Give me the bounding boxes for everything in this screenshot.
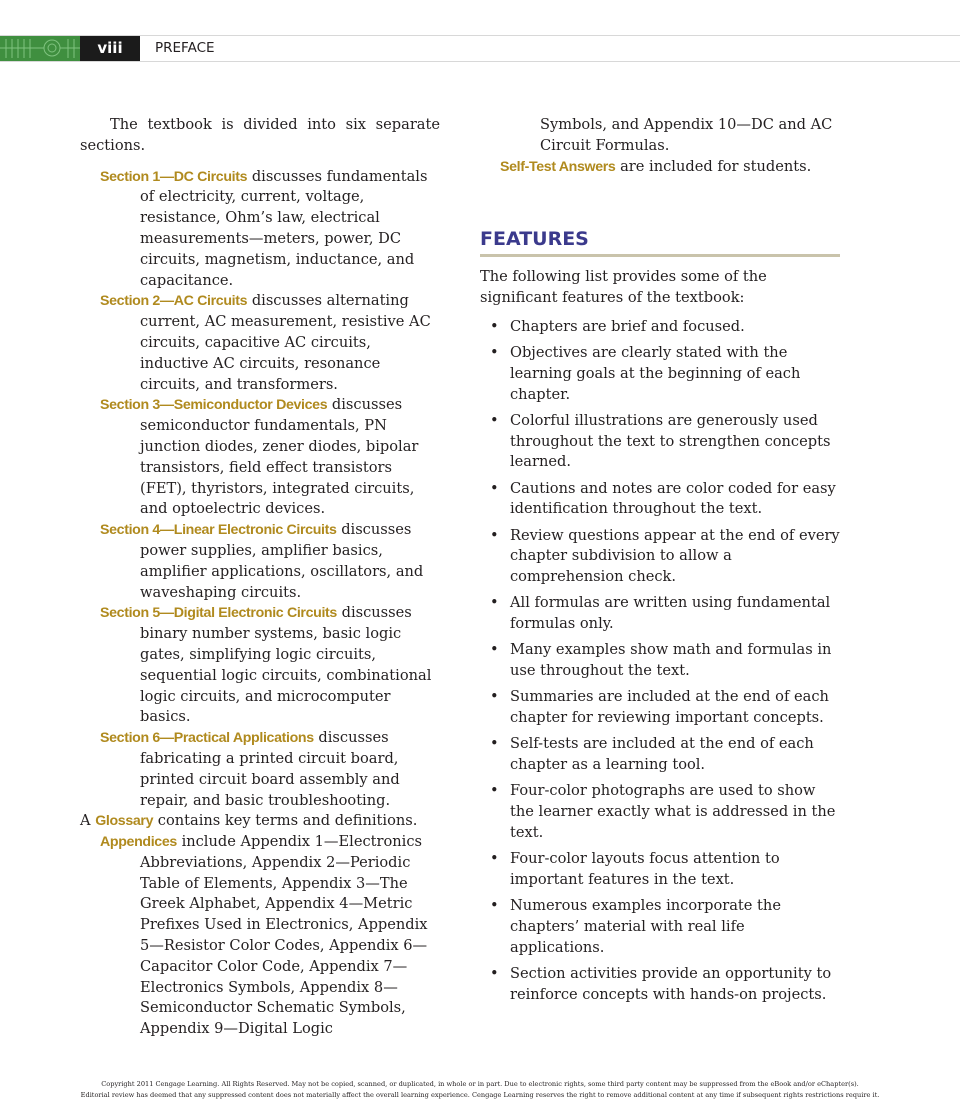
page-number: viii: [80, 36, 140, 61]
feature-text: Numerous examples incorporate the chapters’ material with real life applications.: [510, 897, 781, 956]
bullet-icon: •: [490, 526, 499, 544]
feature-item: [480, 343, 842, 405]
feature-item: [480, 849, 842, 891]
section-entry: [80, 395, 440, 520]
appendices-entry: [80, 832, 440, 1040]
section-entry: [80, 167, 440, 292]
feature-text: Many examples show math and formulas in use throughout the text.: [510, 641, 832, 680]
feature-text: Four-color layouts focus attention to important features in the text.: [510, 850, 780, 888]
copyright-line-2: Editorial review has deemed that any suppressed content does not materially affect the overall learning experience. Cengage Learning reserves the right to remove additional content at any time if subsequent rights restrictions require it.: [80, 1090, 880, 1099]
feature-text: Objectives are clearly stated with the learning goals at the beginning of each chapter.: [510, 343, 801, 403]
section-keyword: Section 1—DC Circuits: [100, 168, 248, 185]
feature-item: [480, 781, 842, 843]
features-intro: The following list provides some of the significant features of the textbook:: [480, 268, 767, 306]
bullet-icon: •: [490, 964, 499, 982]
bullet-icon: •: [490, 317, 499, 335]
copyright-line-1: Copyright 2011 Cengage Learning. All Rights Reserved. May not be copied, scanned, or duplicated, in whole or in part. Due to electronic rights, some third party content may be suppressed from the eBook and/or eChapter(s).: [101, 1080, 859, 1088]
feature-text: Four-color photographs are used to show the learner exactly what is addressed in the text.: [510, 782, 836, 841]
self-test-text: are included for students.: [620, 157, 812, 175]
feature-text: Section activities provide an opportunity to reinforce concepts with hands-on projects.: [510, 964, 832, 1003]
glossary-text: contains key terms and definitions.: [157, 812, 418, 830]
bullet-icon: •: [490, 479, 499, 497]
section-description: discusses alternating current, AC measurement, resistive AC circuits, capacitive AC circuits, inductive AC circuits, resonance circuits, and transformers.: [140, 292, 431, 393]
section-description: discusses power supplies, amplifier basics, amplifier applications, oscillators, and waveshaping circuits.: [140, 521, 424, 601]
bullet-icon: •: [490, 688, 499, 706]
bullet-icon: •: [490, 411, 499, 429]
section-list: [80, 167, 440, 812]
section-entry: [80, 728, 440, 811]
bullet-icon: •: [490, 594, 499, 612]
section-keyword: Section 5—Digital Electronic Circuits: [100, 605, 337, 622]
feature-text: All formulas are written using fundamental formulas only.: [510, 594, 831, 633]
feature-text: Chapters are brief and focused.: [510, 317, 745, 335]
circuit-board-decoration-icon: [0, 36, 80, 61]
section-description: discusses fabricating a printed circuit board, printed circuit board assembly and repair, and basic troubleshooting.: [140, 729, 400, 809]
page-header: [0, 35, 960, 62]
section-description: discusses fundamentals of electricity, current, voltage, resistance, Ohm’s law, electrical measurements—meters, power, DC circuits, magnetism, inductance, and capacitance.: [140, 167, 428, 289]
right-column: [480, 115, 842, 1011]
glossary-entry: [80, 811, 440, 832]
feature-item: [480, 317, 842, 338]
bullet-icon: •: [490, 782, 499, 800]
glossary-prefix: A: [80, 812, 91, 830]
feature-text: Self-tests are included at the end of each chapter as a learning tool.: [510, 735, 814, 774]
bullet-icon: •: [490, 641, 499, 659]
bullet-icon: •: [490, 735, 499, 753]
appendices-text: include Appendix 1—Electronics Abbreviations, Appendix 2—Periodic Table of Elements, Appendix 3—The Greek Alphabet, Appendix 4—Metric Prefixes Used in Electronics, Appendix 5—Resistor Color Codes, Appendix 6—Capacitor Color Code, Appendix 7—Electronics Symbols, Appendix 8—Semiconductor Schematic Symbols, Appendix 9—Digital Logic: [140, 833, 428, 1038]
feature-item: [480, 593, 842, 635]
left-column: [80, 115, 440, 1040]
glossary-keyword: Glossary: [95, 813, 154, 830]
feature-item: [480, 896, 842, 958]
section-entry: [80, 291, 440, 395]
copyright-notice: [0, 1079, 960, 1100]
feature-item: [480, 526, 842, 588]
appendices-continued: Symbols, and Appendix 10—DC and AC Circuit Formulas.: [540, 116, 833, 154]
self-test-entry: [480, 157, 842, 178]
running-head: PREFACE: [155, 40, 215, 56]
section-entry: [80, 520, 440, 603]
bullet-icon: •: [490, 897, 499, 914]
feature-item: [480, 734, 842, 776]
section-keyword: Section 2—AC Circuits: [100, 293, 248, 310]
feature-item: [480, 640, 842, 682]
feature-item: [480, 411, 842, 473]
section-description: discusses binary number systems, basic logic gates, simplifying logic circuits, sequential logic circuits, combinational logic circuits, and microcomputer basics.: [140, 604, 432, 726]
feature-text: Summaries are included at the end of each chapter for reviewing important concepts.: [510, 688, 829, 727]
section-entry: [80, 603, 440, 728]
bullet-icon: •: [490, 850, 499, 868]
feature-text: Colorful illustrations are generously used throughout the text to strengthen concepts learned.: [510, 411, 831, 471]
self-test-keyword: Self-Test Answers: [500, 158, 616, 175]
feature-item: [480, 687, 842, 729]
section-description: discusses semiconductor fundamentals, PN junction diodes, zener diodes, bipolar transistors, field effect transistors (FET), thyristors, integrated circuits, and optoelectric devices.: [140, 396, 419, 518]
feature-item: [480, 479, 842, 521]
section-keyword: Section 6—Practical Applications: [100, 730, 314, 747]
features-list: [480, 317, 842, 1006]
section-keyword: Section 3—Semiconductor Devices: [100, 397, 328, 414]
features-heading: FEATURES: [480, 229, 840, 257]
intro-paragraph: The textbook is divided into six separate sections.: [80, 116, 440, 154]
section-keyword: Section 4—Linear Electronic Circuits: [100, 522, 337, 539]
feature-text: Review questions appear at the end of every chapter subdivision to allow a comprehension check.: [510, 526, 840, 586]
feature-text: Cautions and notes are color coded for easy identification throughout the text.: [510, 479, 836, 518]
feature-item: [480, 964, 842, 1006]
bullet-icon: •: [490, 343, 499, 361]
appendices-keyword: Appendices: [100, 834, 177, 851]
